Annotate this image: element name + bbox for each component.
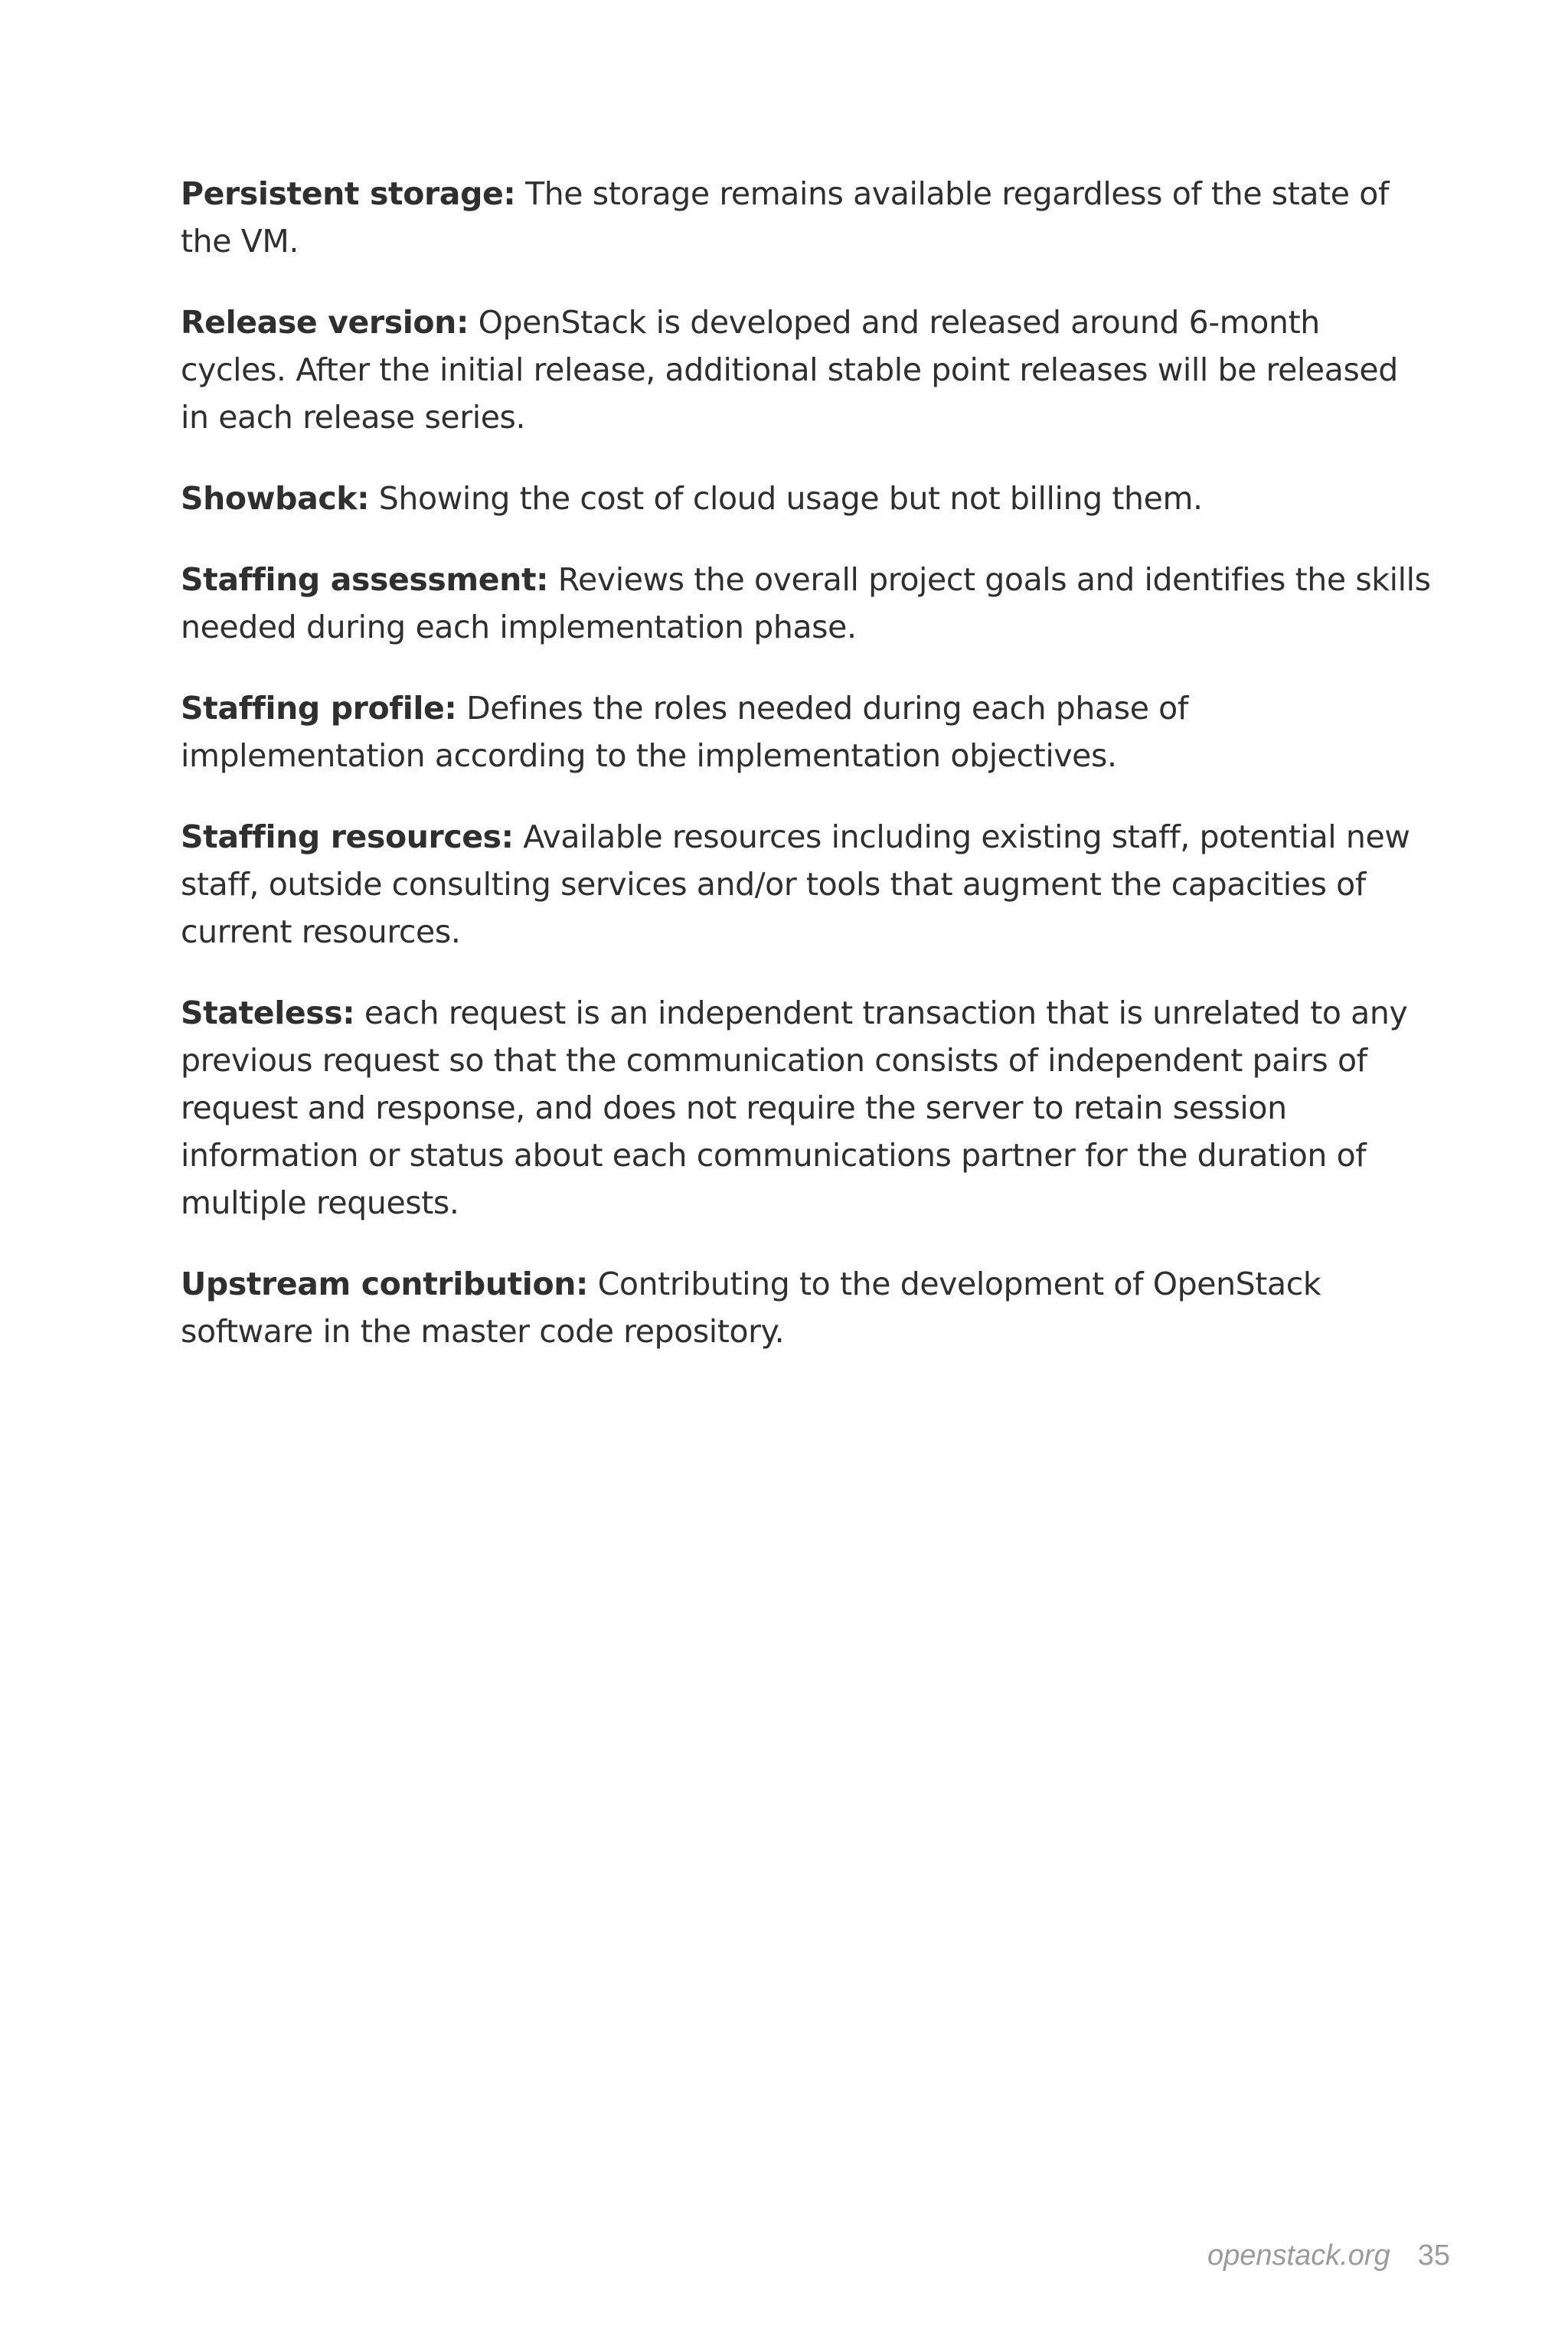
glossary-entry-showback xyxy=(181,475,1433,522)
glossary-definition: Reviews the overall project goals and identifies the skills needed during each implementation phase. xyxy=(181,561,1431,645)
glossary-term: Release version: xyxy=(181,304,469,341)
glossary-entry-upstream-contribution xyxy=(181,1260,1433,1355)
glossary-term: Staffing assessment: xyxy=(181,561,549,598)
glossary-list xyxy=(181,170,1433,1389)
glossary-entry-persistent-storage xyxy=(181,170,1433,265)
glossary-term: Showback: xyxy=(181,480,370,517)
glossary-term: Staffing profile: xyxy=(181,690,457,727)
glossary-definition: Available resources including existing staff, potential new staff, outside consulting services and/or tools that augment the capacities of current resources. xyxy=(181,818,1410,950)
glossary-term: Stateless: xyxy=(181,995,355,1031)
page-number: 35 xyxy=(1417,2239,1450,2272)
glossary-term: Staffing resources: xyxy=(181,818,514,855)
glossary-entry-stateless xyxy=(181,989,1433,1227)
glossary-entry-staffing-profile xyxy=(181,684,1433,779)
page-footer xyxy=(1207,2239,1450,2272)
glossary-entry-release-version xyxy=(181,299,1433,441)
glossary-definition: Showing the cost of cloud usage but not billing them. xyxy=(378,480,1203,517)
glossary-entry-staffing-resources xyxy=(181,813,1433,956)
glossary-entry-staffing-assessment xyxy=(181,556,1433,651)
glossary-definition: OpenStack is developed and released around 6-month cycles. After the initial release, additional stable point releases will be released in each release series. xyxy=(181,304,1398,436)
footer-site-name: openstack.org xyxy=(1207,2239,1390,2272)
glossary-definition: The storage remains available regardless of the state of the VM. xyxy=(181,175,1389,260)
glossary-term: Persistent storage: xyxy=(181,175,516,212)
glossary-definition: each request is an independent transaction that is unrelated to any previous request so that the communication consists of independent pairs of request and response, and does not require the server to retain session information or status about each communications partner for the duration of multiple requests. xyxy=(181,995,1408,1221)
glossary-definition: Contributing to the development of OpenStack software in the master code repository. xyxy=(181,1266,1321,1350)
glossary-definition: Defines the roles needed during each phase of implementation according to the implementation objectives. xyxy=(181,690,1188,774)
glossary-term: Upstream contribution: xyxy=(181,1266,589,1302)
